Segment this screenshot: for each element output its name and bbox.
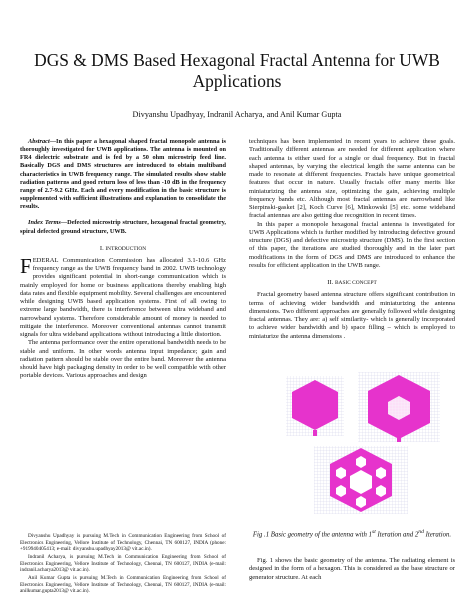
caption-sup-2: nd	[418, 529, 424, 535]
caption-text-3: Iteration.	[423, 531, 452, 539]
intro-text-1: EDERAL Communication Commission has allocated 3.1-10.6 GHz frequency range as the UWB frequency band in 2002. UWB technology provides significant potential in short-range communication which is mainly employed for home or business applications thereby enabling high data rates and flexible equipment mobility. Several challenges are encountered while designing UWB based application systems. First of all owing to extreme large bandwidth, there is interference between ultra wideband and narrowband systems. Therefore considerable amount of money is needed to mitigate the interference. Moreover conventional antennas cannot transmit signals for ultra wideband applications without introducing a little distortion.	[20, 256, 226, 339]
footnote-2: Indranil Acharya, is pursuing M.Tech in Communication Engineering from School of Electronics Engineering, Vellore Institute of Technology, Chennai, TN 600127, INDIA (e-mail: indranil.acharya2013@ vit.ac.in).	[20, 553, 226, 574]
drop-cap: F	[20, 253, 32, 278]
right-paragraph-3: Fractal geometry based antenna structure offers significant contribution in terms of achieving wider bandwidth and miniaturizing the antenna dimensions. Two different approaches are generally followed while designing fractal antennas. They are: a) self similarity- which is generally incorporated to achieve wider bandwidth and b) space filling – which is employed to miniaturize the antenna dimensions .	[249, 291, 455, 340]
base-hexagon-panel	[286, 376, 344, 436]
abstract	[20, 138, 226, 211]
intro-paragraph-2: The antenna performance over the entire operational bandwidth needs to be stable and uniform. In other words antenna input impedance; gain and radiation pattern should be stable over the entire band. Moreover the antenna should have high packaging density in order to be well compatible with other portable devices. Various approaches and design	[20, 339, 226, 380]
after-figure-text	[249, 557, 455, 582]
antenna-geometry-figure	[284, 372, 444, 514]
intro-paragraph-1	[20, 253, 226, 340]
section-title: BASIC CONCEPT	[334, 280, 377, 286]
caption-text-2: Iteration and 2	[375, 531, 419, 539]
abstract-label: Abstract	[28, 138, 50, 145]
abstract-text: —In this paper a hexagonal shaped fractal monopole antenna is thoroughly investigated for UWB applications. The antenna is mounted on FR4 dielectric substrate and is fed by a 50 ohm microstrip feed line. Basically DGS and DMS structures are introduced to obtain multiband characteristics in UWB frequency range. The simulated results show stable radiation patterns and good return loss of less than -10 dB in the frequency range of 2.7-9.2 GHz. Each and every modification in the basic structure is supplemented with sufficient illustrations and explanation to consolidate the results.	[20, 138, 226, 211]
caption-text-1: Fig .1 Basic geometry of the antenna with 1	[252, 531, 372, 539]
footnote-3: Anil Kumar Gupta is pursuing M.Tech in Communication Engineering from School of Electronics Engineering, Vellore Institute of Technology, Chennai, TN 600127, INDIA (e-mail: anilkumar.gupta2013@ vit.ac.in).	[20, 574, 226, 595]
index-terms	[20, 219, 226, 235]
paper-title: DGS & DMS Based Hexagonal Fractal Antenna for UWB Applications	[34, 50, 440, 91]
figure-caption	[249, 528, 455, 540]
footnote-1: Divyanshu Upadhyay is pursuing M.Tech in Communication Engineering from School of Electronics Engineering, Vellore Institute of Technology, Chennai, TN 600127, INDIA (phone: +919940405413; e-mail: divyanshu.upadhyay2013@ vit.ac.in).	[20, 533, 226, 553]
first-iteration-panel	[358, 372, 440, 442]
footnotes	[20, 533, 226, 596]
right-paragraph-2: In this paper a monopole hexagonal fractal antenna is investigated for UWB Applications which is further modified by introducing defective ground structure (DGS) and defective microstrip structure (DMS). In the first section of this paper, the iterations are studied thoroughly and in the later part modifications in the form of DGS and DMS are introduced to enhance the results for efficient application in the UWB range.	[249, 220, 455, 269]
index-terms-text: —Defected microstrip structure, hexagonal fractal geometry, spiral defected ground structure, UWB.	[20, 219, 226, 235]
section-number: II.	[327, 279, 334, 286]
caption-sup-1: st	[372, 529, 376, 535]
paper-authors: Divyanshu Upadhyay, Indranil Acharya, and Anil Kumar Gupta	[132, 110, 342, 119]
section-title: INTRODUCTION	[105, 245, 147, 252]
right-paragraph-1: techniques has been implemented in recent years to achieve these goals. Traditionally different antennas are needed for different application where each antenna is either used for a single or dual frequency. But in fractal shaped antennas, by varying the electrical length the same antenna can be made to resonate at different frequencies. Fractals have unique geometrical features that occur in nature. Usually fractals offer many merits like miniaturizing the antenna size, optimizing the gain, achieving multiple frequency bands etc. Although most fractal antennas are narrowband like Sierpinski-gasket [2], Koch Curve [6], Minkowski [5] etc. some wideband fractal antennas are also getting due recognition in recent times.	[249, 138, 455, 220]
feed-line	[313, 430, 317, 436]
index-terms-label: Index Terms	[28, 219, 61, 227]
section-heading-basic-concept	[249, 279, 455, 287]
right-column	[249, 138, 455, 341]
section-heading-introduction	[20, 245, 226, 253]
left-column	[20, 138, 226, 381]
section-number: I.	[99, 244, 104, 252]
second-iteration-panel	[314, 446, 408, 514]
after-figure-paragraph: Fig. 1 shows the basic geometry of the antenna. The radiating element is designed in the form of a hexagon. This is considered as the base structure or generator structure. At each	[249, 557, 455, 581]
antenna-figure-svg	[284, 372, 444, 514]
